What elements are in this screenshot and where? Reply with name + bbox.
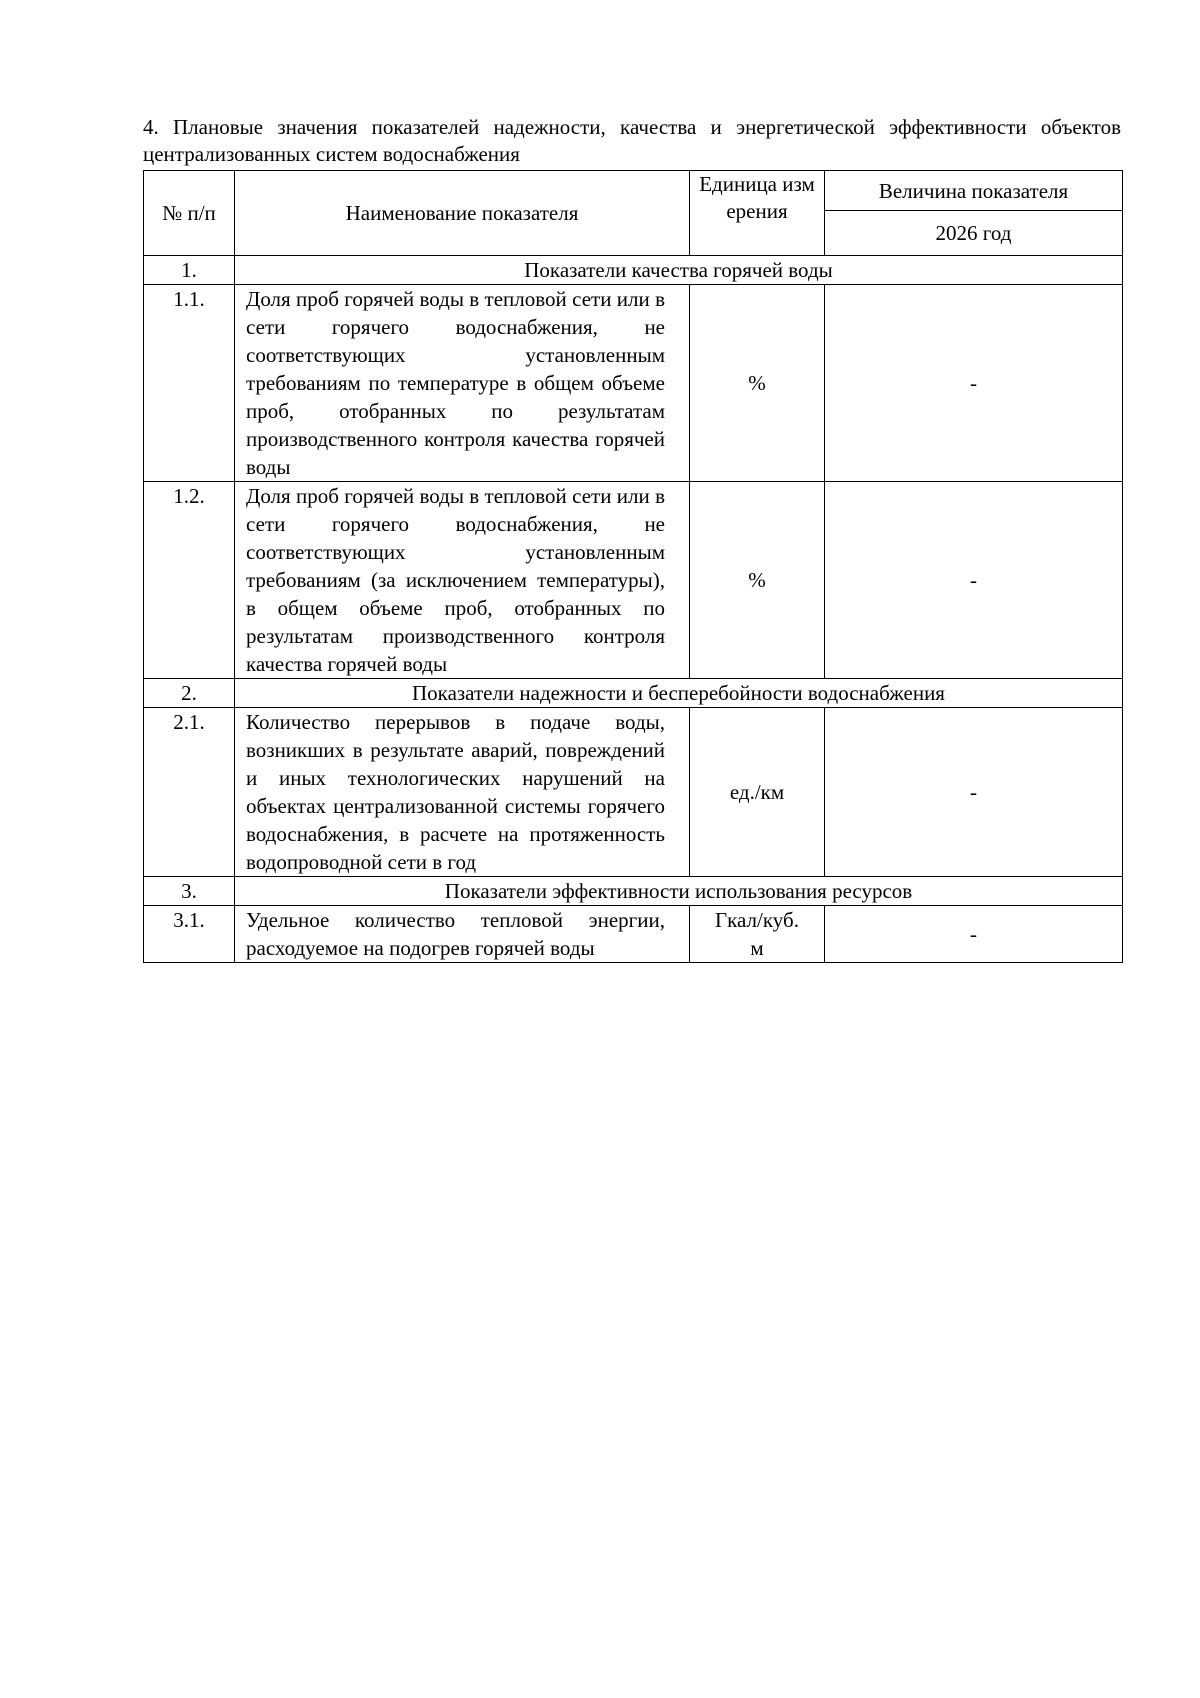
row-num: 1.1. bbox=[144, 285, 235, 482]
row-num: 2.1. bbox=[144, 708, 235, 877]
section-row bbox=[144, 679, 1123, 708]
table-header-row bbox=[144, 171, 1123, 211]
row-num: 1.2. bbox=[144, 482, 235, 679]
section-title: Показатели эффективности использования ресурсов bbox=[235, 877, 1123, 906]
section-num: 3. bbox=[144, 877, 235, 906]
section-title: Показатели качества горячей воды bbox=[235, 256, 1123, 285]
section-row bbox=[144, 877, 1123, 906]
row-name: Доля проб горячей воды в тепловой сети или в сети горячего водоснабжения, не соответствующих установленным требованиям (за исключением температуры), в общем объеме проб, отобранных по результатам производственного контроля качества горячей воды bbox=[235, 482, 690, 679]
row-unit: % bbox=[690, 482, 825, 679]
row-value: - bbox=[825, 482, 1123, 679]
row-unit: Гкал/куб. м bbox=[690, 906, 825, 963]
row-value: - bbox=[825, 285, 1123, 482]
header-unit: Единица измерения bbox=[690, 171, 825, 256]
page-title: 4. Плановые значения показателей надежности, качества и энергетической эффективности объектов централизованных систем водоснабжения bbox=[143, 115, 1121, 166]
table-row bbox=[144, 285, 1123, 482]
table-row bbox=[144, 906, 1123, 963]
table-row bbox=[144, 482, 1123, 679]
row-name: Удельное количество тепловой энергии, расходуемое на подогрев горячей воды bbox=[235, 906, 690, 963]
header-num: № п/п bbox=[144, 171, 235, 256]
row-value: - bbox=[825, 708, 1123, 877]
section-num: 1. bbox=[144, 256, 235, 285]
row-value: - bbox=[825, 906, 1123, 963]
row-name: Доля проб горячей воды в тепловой сети или в сети горячего водоснабжения, не соответствующих установленным требованиям по температуре в общем объеме проб, отобранных по результатам производственного контроля качества горячей воды bbox=[235, 285, 690, 482]
section-title: Показатели надежности и бесперебойности водоснабжения bbox=[235, 679, 1123, 708]
row-unit: ед./км bbox=[690, 708, 825, 877]
indicators-table bbox=[143, 170, 1123, 963]
header-year: 2026 год bbox=[825, 211, 1123, 256]
header-value-group: Величина показателя bbox=[825, 171, 1123, 211]
row-num: 3.1. bbox=[144, 906, 235, 963]
header-name: Наименование показателя bbox=[235, 171, 690, 256]
row-name: Количество перерывов в подаче воды, возникших в результате аварий, повреждений и иных технологических нарушений на объектах централизованной системы горячего водоснабжения, в расчете на протяженность водопроводной сети в год bbox=[235, 708, 690, 877]
table-row bbox=[144, 708, 1123, 877]
section-num: 2. bbox=[144, 679, 235, 708]
row-unit: % bbox=[690, 285, 825, 482]
section-row bbox=[144, 256, 1123, 285]
